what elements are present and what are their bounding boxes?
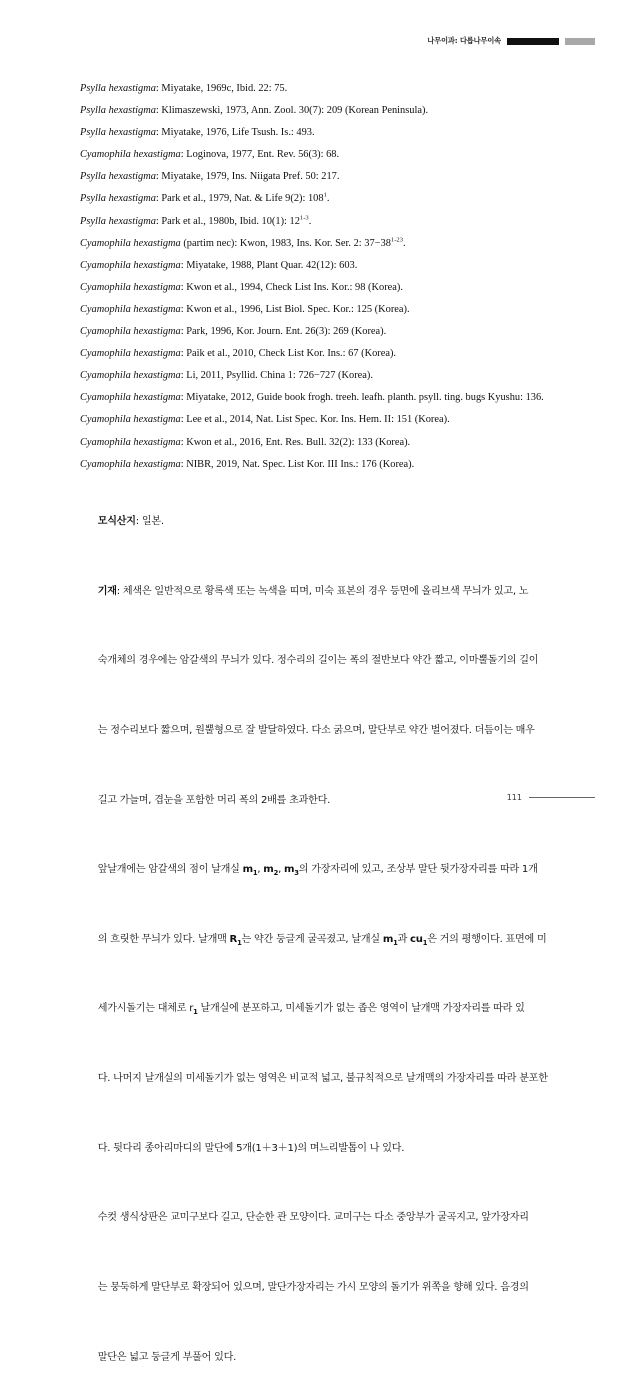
citation-entry [80, 409, 558, 431]
citation-taxon: Cyamophila hexastigma [80, 458, 181, 470]
description-text: 다. 뒷다리 종아리마디의 말단에 5개(1＋3＋1)의 며느리발톱이 나 있다. [97, 1142, 405, 1154]
citation-reference: : Lee et al., 2014, Nat. List Spec. Kor. Ins. Hem. II: 151 (Korea). [180, 414, 450, 426]
description-line [80, 835, 558, 905]
citation-entry [80, 299, 558, 321]
citation-tail: . [326, 193, 330, 205]
citation-reference: : Loginova, 1977, Ent. Rev. 56(3): 68. [180, 149, 340, 161]
citation-reference: : Kwon et al., 1994, Check List Ins. Kor.: 98 (Korea). [180, 281, 403, 293]
description-label: 기재 [97, 585, 117, 597]
description-line [80, 765, 558, 835]
vein-cell-label: r [189, 1003, 194, 1015]
citation-taxon: Cyamophila hexastigma [80, 370, 181, 382]
vein-cell-m [383, 934, 398, 945]
vein-cell-m2 [263, 864, 279, 878]
citation-taxon: Psylla hexastigma [80, 127, 156, 139]
description-line [80, 1044, 558, 1114]
description-text: 앞날개에는 암갈색의 점이 날개실 [97, 864, 243, 876]
description-text: : 체색은 일반적으로 황록색 또는 녹색을 띠며, 미숙 표본의 경우 등면에 올리브색 무늬가 있고, 노 [116, 585, 529, 597]
citation-entry [80, 100, 558, 122]
description-text: 은 거의 평행이다. 표면에 미 [427, 933, 547, 945]
citation-taxon: Cyamophila hexastigma [80, 326, 181, 338]
description-line [80, 974, 558, 1044]
citation-superscript: 1-23 [390, 236, 404, 244]
citation-tail: . [403, 237, 406, 249]
citation-taxon: Cyamophila hexastigma [80, 436, 181, 448]
citation-entry [80, 166, 558, 188]
header-bar-light [565, 38, 595, 45]
description-line [80, 626, 558, 696]
running-header [427, 36, 595, 46]
description-text: 는 뭉둑하게 말단부로 확장되어 있으며, 말단가장자리는 가시 모양의 돌기가 위쪽을 향해 있다. 음경의 [97, 1281, 529, 1293]
citation-taxon: Cyamophila hexastigma [80, 149, 181, 161]
citation-reference: : Park et al., 1979, Nat. & Life 9(2): 108 [155, 193, 324, 205]
citation-taxon: Cyamophila hexastigma [80, 281, 181, 293]
type-locality-value: : 일본. [135, 516, 164, 528]
description-text: 의 가장자리에 있고, 조상부 말단 뒷가장자리를 따라 1개 [298, 864, 538, 876]
citation-reference: : Miyatake, 1988, Plant Quar. 42(12): 603. [180, 259, 358, 271]
type-locality-line [80, 487, 558, 557]
description-text: 말단은 넓고 둥글게 부풀어 있다. [97, 1351, 237, 1363]
citation-reference: : Li, 2011, Psyllid. China 1: 726−727 (Korea). [180, 370, 373, 382]
description-text: 의 흐릿한 무늬가 있다. 날개맥 [97, 933, 230, 945]
citation-reference: : Miyatake, 1979, Ins. Niigata Pref. 50: 217. [155, 171, 340, 183]
vein-cell-label: m [242, 864, 253, 876]
vein-cell-label: m [263, 864, 274, 876]
citation-taxon: Cyamophila hexastigma [80, 392, 181, 404]
vein-cell-m1 [242, 864, 258, 878]
citation-taxon: Cyamophila hexastigma [80, 303, 181, 315]
citation-entry [80, 233, 558, 255]
description-line [80, 1113, 558, 1183]
citation-reference: : Park, 1996, Kor. Journ. Ent. 26(3): 269 (Korea). [180, 326, 387, 338]
citation-entry [80, 188, 558, 210]
citation-entry [80, 78, 558, 100]
citation-entry [80, 432, 558, 454]
citation-taxon: Psylla hexastigma [80, 193, 156, 205]
description-text: 는 정수리보다 짧으며, 원뿔형으로 잘 발달하였다. 다소 굵으며, 말단부로 약간 벌어졌다. 더듬이는 매우 [97, 725, 535, 737]
vein-label: R [229, 933, 238, 945]
type-locality-label: 모식산지 [97, 516, 136, 528]
vein-cell-subscript: 1 [193, 1008, 198, 1017]
description-text: 길고 가늘며, 겹눈을 포함한 머리 폭의 2배를 초과한다. [97, 794, 331, 806]
separator: , [278, 864, 284, 876]
description-text: 세가시돌기는 대체로 [97, 1003, 190, 1015]
description-text: 는 약간 둥글게 굴곡졌고, 날개실 [241, 933, 383, 945]
citation-reference: : Miyatake, 2012, Guide book frogh. treeh. leafh. planth. psyll. ting. bugs Kyushu: 136. [180, 392, 544, 404]
description-line [80, 696, 558, 766]
citation-reference: : Paik et al., 2010, Check List Kor. Ins.: 67 (Korea). [180, 348, 397, 360]
citation-taxon: Psylla hexastigma [80, 83, 156, 94]
synonymy-citation-list [80, 78, 558, 476]
citation-tail: . [308, 215, 312, 227]
citation-entry [80, 255, 558, 277]
citation-reference: : Park et al., 1980b, Ibid. 10(1): 12 [155, 215, 300, 227]
citation-reference: (partim nec): Kwon, 1983, Ins. Kor. Ser. 2: 37−38 [180, 237, 391, 249]
description-text: 날개실에 분포하고, 미세돌기가 없는 좁은 영역이 날개맥 가장자리를 따라 있 [197, 1003, 525, 1015]
vein-cell-label: m [283, 864, 295, 876]
citation-reference: : Kwon et al., 1996, List Biol. Spec. Kor.: 125 (Korea). [180, 303, 410, 315]
page-number: 111 [506, 793, 522, 802]
citation-taxon: Psylla hexastigma [80, 215, 156, 227]
description-line [80, 557, 558, 627]
citation-entry [80, 454, 558, 476]
citation-taxon: Cyamophila hexastigma [80, 414, 181, 426]
citation-entry [80, 387, 558, 409]
citation-reference: : Miyatake, 1976, Life Tsush. Is.: 493. [155, 127, 315, 139]
citation-reference: : Klimaszewski, 1973, Ann. Zool. 30(7): 209 (Korean Peninsula). [155, 105, 429, 117]
vein-cell-cu1 [410, 934, 427, 945]
vein-cell-m3 [283, 864, 299, 878]
vein-cell-subscript: 1 [422, 938, 428, 947]
vein-subscript: 1 [237, 938, 242, 947]
page-footer [507, 793, 595, 802]
description-line [80, 1253, 558, 1323]
citation-taxon: Cyamophila hexastigma [80, 259, 181, 271]
vein-cell-subscript: 2 [273, 869, 279, 878]
citation-entry [80, 321, 558, 343]
vein-cell-label: m [382, 933, 394, 945]
vein-cell-subscript: 3 [294, 869, 299, 878]
citation-taxon: Cyamophila hexastigma [80, 237, 181, 249]
header-bar-dark [507, 38, 559, 45]
citation-reference: : Miyatake, 1969c, Ibid. 22: 75. [155, 83, 288, 94]
description-line [80, 1322, 558, 1392]
running-header-title: 나무이과: 다릅나무이속 [427, 36, 501, 45]
description-line [80, 905, 558, 975]
citation-taxon: Psylla hexastigma [80, 171, 156, 183]
description-line [80, 1183, 558, 1253]
citation-taxon: Psylla hexastigma [80, 105, 156, 117]
citation-entry [80, 365, 558, 387]
citation-superscript: 1 [323, 192, 327, 199]
vein-cell-label: cu [410, 933, 423, 945]
description-section [80, 487, 558, 1392]
vein-cell-r1 [189, 1003, 198, 1017]
description-text: 다. 나머지 날개실의 미세돌기가 없는 영역은 비교적 넓고, 불규칙적으로 날개맥의 가장자리를 따라 분포한 [97, 1073, 548, 1085]
citation-entry [80, 144, 558, 166]
footer-rule [529, 797, 595, 798]
citation-superscript: 1-3 [299, 214, 309, 222]
citation-entry [80, 277, 558, 299]
description-text: 숙개체의 경우에는 암갈색의 무늬가 있다. 정수리의 길이는 폭의 절반보다 약간 짧고, 이마뿔돌기의 길이 [97, 655, 539, 667]
citation-entry [80, 211, 558, 233]
citation-entry [80, 343, 558, 365]
vein-R1 [230, 934, 242, 945]
citation-entry [80, 122, 558, 144]
description-text: 수컷 생식상판은 교미구보다 길고, 단순한 관 모양이다. 교미구는 다소 중앙부가 굴곡지고, 앞가장자리 [97, 1212, 529, 1224]
description-text: 과 [397, 933, 411, 945]
citation-reference: : Kwon et al., 2016, Ent. Res. Bull. 32(2): 133 (Korea). [180, 436, 411, 448]
citation-taxon: Cyamophila hexastigma [80, 348, 181, 360]
vein-cell-subscript: 1 [252, 869, 258, 878]
vein-cell-subscript: 1 [393, 938, 398, 947]
citation-reference: : NIBR, 2019, Nat. Spec. List Kor. III Ins.: 176 (Korea). [180, 458, 415, 470]
separator: , [257, 864, 264, 876]
